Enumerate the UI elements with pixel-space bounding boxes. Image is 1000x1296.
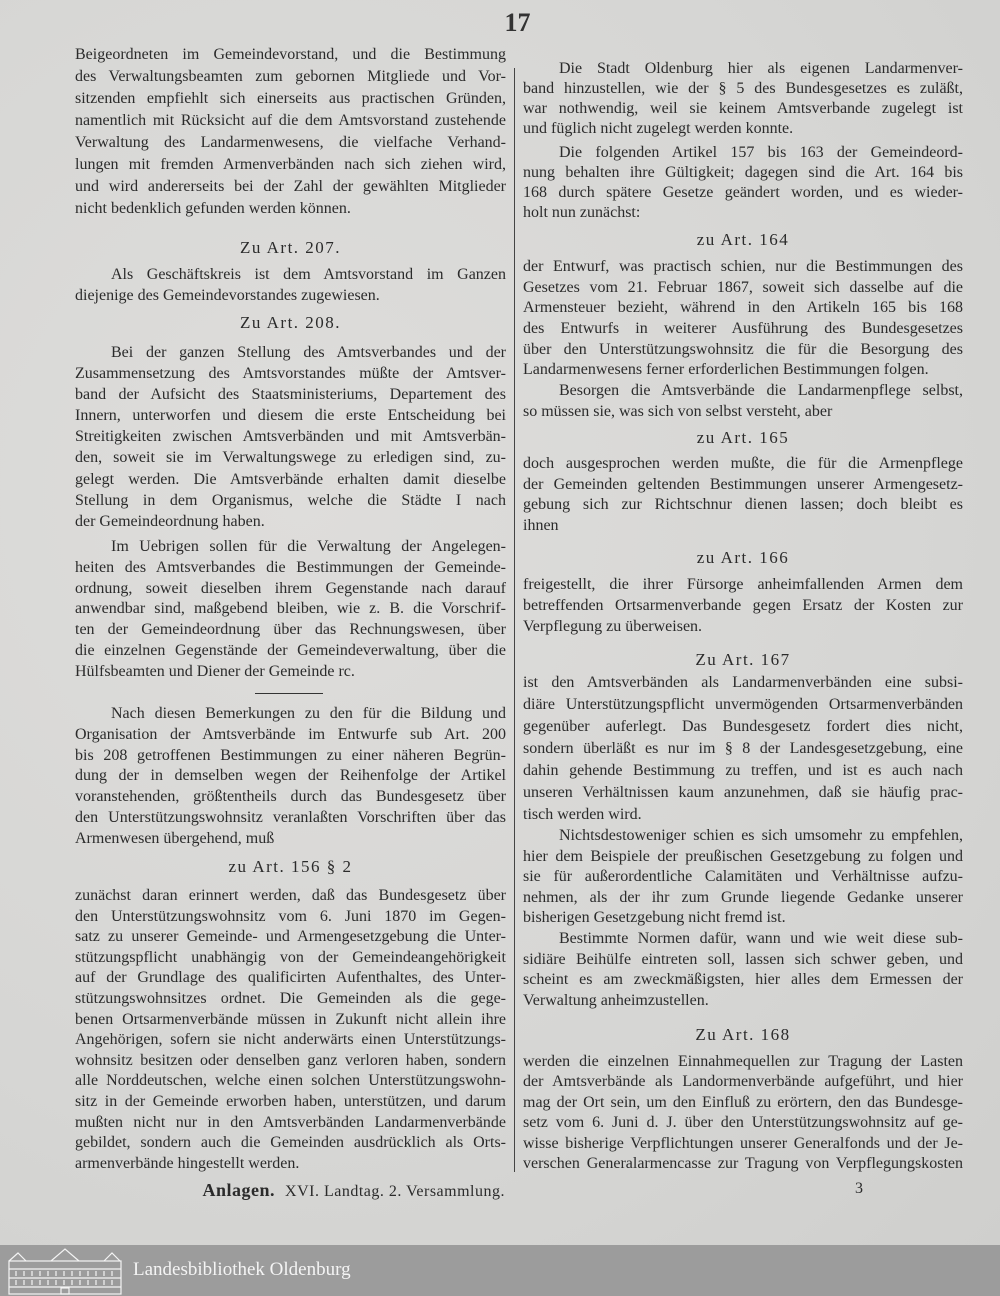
text-line: Zusammensetzung des Amtsvorstandes müßte der Amtsver- xyxy=(75,365,506,383)
text-line: gelegt werden. Die Amtsverbände erhalten damit dieselbe xyxy=(75,470,506,488)
text-line: Organisation der Amtsverbände im Entwurfe sub Art. 200 xyxy=(75,725,506,743)
text-line: bisherigen Gesetzgebung nicht fremd ist. xyxy=(523,909,786,927)
text-line: ten der Gemeindeordnung über das Rechnungswesen, über xyxy=(75,621,506,639)
text-line: holt nun zunächst: xyxy=(523,204,641,221)
text-line: werden die einzelnen Einnahmequellen zur Tragung der Lasten xyxy=(523,1053,963,1070)
text-line: Innern, unterworfen und diesem die erste Entscheidung bei xyxy=(75,407,506,425)
text-line: ist den Amtsverbänden als Landarmenverbänden eine subsi- xyxy=(523,674,963,691)
text-line: diejenige des Gemeindevorstandes zugewiesen. xyxy=(75,287,380,304)
text-line: doch ausgesprochen werden mußte, die für die Armenpflege xyxy=(523,455,963,472)
text-line: die einzelnen Gegenstände der Gemeindeverwaltung, über die xyxy=(75,641,506,659)
text-line: Bestimmte Normen dafür, wann und wie weit diese sub- xyxy=(559,930,963,947)
section-separator xyxy=(255,693,323,694)
text-line: Verwaltung anheimzustellen. xyxy=(523,991,709,1009)
text-line: nung behalten ihre Gültigkeit; dagegen sind die Art. 164 bis xyxy=(523,164,963,181)
text-line: des Entwurfs in weiterer Ausführung des Bundesgesetzes xyxy=(523,320,963,338)
text-line: Nichtsdestoweniger schien es sich umsomehr zu empfehlen, xyxy=(559,827,963,844)
text-line: setz vom 6. Juni d. J. über den Unterstützungswohnsitz auf ge- xyxy=(523,1114,963,1132)
text-line: scheint es am zweckmäßigsten, hier alles dem Ermessen der xyxy=(523,971,963,989)
text-line: Landarmenwesens ferner erforderlichen Bestimmungen folgen. xyxy=(523,361,929,379)
paragraph xyxy=(523,454,963,536)
article-heading: zu Art. 164 xyxy=(696,230,790,249)
article-heading: Zu Art. 168 xyxy=(695,1025,791,1044)
paragraph xyxy=(523,574,963,637)
text-line: gebung sich zur Richtschnur dienen lassen; doch bleibt es xyxy=(523,496,963,513)
text-line: benen Ortsarmenverbände müssen in Zukunft nicht allein ihre xyxy=(75,1010,506,1028)
paragraph xyxy=(523,1052,963,1174)
text-line: alle Norddeutschen, welche einen solchen Unterstützungswohn- xyxy=(75,1072,506,1090)
text-line: ordnung, soweit dieselben ihrem Gegenstande nach darauf xyxy=(75,579,506,597)
text-line: stützungspflicht unabhängig von der Gemeindeangehörigkeit xyxy=(75,948,506,966)
text-line: Hülfsbeamten und Diener der Gemeinde rc. xyxy=(75,662,355,680)
text-line: wisse bisherige Verpflichtungen unserer Generalfonds und der Je- xyxy=(523,1134,963,1152)
text-line: und wird andererseits bei der Zahl der gewählten Mitglieder xyxy=(75,178,506,195)
text-line: gegenüber auferlegt. Das Bundesgesetz fordert dies nicht, xyxy=(523,718,963,735)
text-line: mag der Ort sein, um den Einfluß zu erörtern, den das Bundesge- xyxy=(523,1093,963,1111)
text-line: den Unterstützungswohnsitz veranlaßten Vorschriften über das xyxy=(75,808,506,826)
text-line: nehmen, als der ihr zum Grunde liegende Gedanke unserer xyxy=(523,888,963,906)
paragraph xyxy=(75,537,506,683)
text-line: 168 durch spätere Gesetze geändert worden, und es wieder- xyxy=(523,184,963,201)
text-line: Die folgenden Artikel 157 bis 163 der Gemeindeord- xyxy=(559,144,963,161)
text-line: bis 208 getroffenen Bestimmungen zu einer näheren Begrün- xyxy=(75,746,506,764)
text-line: voranstehenden, größtentheils durch das Bundesgesetz über xyxy=(75,788,506,806)
article-heading: zu Art. 165 xyxy=(696,428,790,447)
signature-mark: 3 xyxy=(855,1180,863,1197)
text-line: diäre Unterstützungspflicht unvermögenden Ortsarmenverbänden xyxy=(523,696,963,713)
footer-anlagen: Anlagen. xyxy=(202,1180,276,1200)
text-line: der Gemeinden geltenden Bestimmungen unserer Armengesetz- xyxy=(523,475,963,493)
text-line: gebildet, sondern auch die Gemeinden ausdrücklich als Orts- xyxy=(75,1134,506,1152)
page-number: 17 xyxy=(504,8,531,37)
text-line: Im Uebrigen sollen für die Verwaltung der Angelegen- xyxy=(111,538,506,555)
text-line: dung der in demselben wegen der Reihenfolge der Artikel xyxy=(75,767,506,785)
text-line: Nach diesen Bemerkungen zu den für die Bildung und xyxy=(111,705,506,722)
paragraph xyxy=(75,264,506,306)
text-line: Gesetzes vom 21. Februar 1867, soweit sich dasselbe auf die xyxy=(523,278,963,296)
paragraph xyxy=(523,143,963,223)
text-line: nicht bedenklich gefunden werden können. xyxy=(75,200,351,217)
text-line: anwendbar sind, maßgebend bleiben, wie z. B. die Vorschrif- xyxy=(75,600,506,618)
text-line: satz zu unserer Gemeinde- und Armengesetzgebung die Unter- xyxy=(75,928,506,946)
paragraph xyxy=(523,59,963,139)
text-line: des Verwaltungsbeamten zum gebornen Mitgliede und Vor- xyxy=(75,68,506,85)
paragraph xyxy=(75,342,506,532)
text-line: stützungswohnsitzes ordnet. Die Gemeinden als die gege- xyxy=(75,989,506,1007)
library-name: Landesbibliothek Oldenburg xyxy=(133,1259,351,1280)
text-line: Verwaltung des Landarmenwesens, die vielfache Verhand- xyxy=(75,134,506,151)
text-line: Armenwesen übergehend, muß xyxy=(75,829,275,847)
text-line: den Unterstützungswohnsitz vom 6. Juni 1870 im Gegen- xyxy=(75,907,506,925)
text-line: zunächst daran erinnert werden, daß das Bundesgesetz über xyxy=(75,887,506,904)
text-line: Stellung in dem Organismus, welche die Städte I nach xyxy=(75,491,506,509)
text-line: den, soweit sie im Verwaltungswege zu erledigen sind, zu- xyxy=(75,449,506,467)
text-line: war nothwendig, weil sie keinem Amtsverbande zugelegt ist xyxy=(523,100,963,117)
text-line: sitz in der Gemeinde erworben haben, unterstützen, und darum xyxy=(75,1092,506,1110)
text-line: betreffenden Ortsarmenverbande gegen Ersatz der Kosten zur xyxy=(523,597,963,614)
paragraph xyxy=(523,929,963,1011)
text-line: namentlich mit Rücksicht auf die dem Amtsvorstand zustehende xyxy=(75,112,506,129)
article-heading: Zu Art. 167 xyxy=(695,650,791,669)
text-line: heiten des Amtsverbandes die Bestimmungen der Gemeinde- xyxy=(75,558,506,576)
text-line: Angehörigen, sofern sie nicht anderwärts einen Unterstützungs- xyxy=(75,1031,506,1049)
text-line: band hinzustellen, wie der § 5 des Bundesgesetzes es zuläßt, xyxy=(523,80,963,97)
text-line: Armensteuer bezieht, während in den Artikeln 165 bis 168 xyxy=(523,299,963,317)
paragraph xyxy=(523,672,963,826)
text-line: armenverbände hingestellt werden. xyxy=(75,1154,300,1172)
library-building-logo-icon xyxy=(6,1247,124,1295)
text-line: sondern überläßt es nur im § 8 der Landesgesetzgebung, eine xyxy=(523,740,963,757)
text-line: freigestellt, die ihrer Fürsorge anheimfallenden Armen dem xyxy=(523,576,963,593)
text-line: sie für außerordentliche Calamitäten und Verhältnisse aufzu- xyxy=(523,868,963,886)
library-banner xyxy=(0,1245,1000,1296)
text-line: verschen Generalarmencasse zur Tragung von Verpflegungskosten xyxy=(523,1154,963,1172)
text-line: mußten nicht nur in den Amtsverbänden Landarmenverbände xyxy=(75,1113,506,1131)
paragraph xyxy=(75,44,506,220)
text-line: so müssen sie, was sich von selbst versteht, aber xyxy=(523,402,833,420)
paragraph xyxy=(523,381,963,422)
text-line: Verpflegung zu überweisen. xyxy=(523,618,703,635)
paragraph xyxy=(75,886,506,1174)
text-line: der Gemeindeordnung haben. xyxy=(75,512,265,530)
text-line: band der Aufsicht des Staatsministeriums, Departement des xyxy=(75,386,506,404)
text-line: lungen mit fremden Armenverbänden nach sich ziehen wird, xyxy=(75,156,506,173)
paragraph xyxy=(75,704,506,850)
text-line: und füglich nicht zugelegt werden konnte. xyxy=(523,120,794,137)
text-line: Beigeordneten im Gemeindevorstand, und die Bestimmung xyxy=(75,46,506,63)
article-heading: zu Art. 166 xyxy=(696,548,790,567)
article-heading: Zu Art. 208. xyxy=(239,313,342,332)
text-line: ihnen xyxy=(523,516,559,534)
text-line: über den Unterstützungswohnsitz die für die Besorgung des xyxy=(523,340,963,358)
text-line: sitzenden empfiehlt sich einerseits aus practischen Gründen, xyxy=(75,90,506,107)
article-heading: zu Art. 156 § 2 xyxy=(228,857,353,876)
text-line: sidiäre Beihülfe eintreten soll, lassen sich schwer geben, und xyxy=(523,950,963,968)
text-line: unseren Verhältnissen kaum anzunehmen, daß sie häufig prac- xyxy=(523,784,963,801)
paragraph xyxy=(523,257,963,381)
column-divider xyxy=(514,68,515,1172)
text-line: tisch werden wird. xyxy=(523,806,642,823)
text-line: der Amtsverbände als Landormenverbände aufgeführt, und hier xyxy=(523,1073,963,1091)
footer-session: XVI. Landtag. 2. Versammlung. xyxy=(285,1183,505,1200)
text-line: dahin gehende Bestimmung zu treffen, und ist es auch nach xyxy=(523,762,963,779)
article-heading: Zu Art. 207. xyxy=(239,238,342,257)
text-line: Streitigkeiten zwischen Amtsverbänden und mit Amtsverbän- xyxy=(75,428,506,446)
text-line: Als Geschäftskreis ist dem Amtsvorstand im Ganzen xyxy=(111,266,506,283)
page-footer xyxy=(75,1180,505,1201)
paragraph xyxy=(523,826,963,929)
text-line: wohnsitz besitzen oder denselben ganz verloren haben, sondern xyxy=(75,1051,506,1069)
text-line: hier dem Beispiele der preußischen Gesetzgebung zu folgen und xyxy=(523,847,963,865)
text-line: Die Stadt Oldenburg hier als eigenen Landarmenver- xyxy=(559,60,963,77)
text-line: Bei der ganzen Stellung des Amtsverbandes und der xyxy=(111,344,506,361)
text-line: auf der Grundlage des qualificirten Aufenthaltes, des Unter- xyxy=(75,969,506,987)
text-line: Besorgen die Amtsverbände die Landarmenpflege selbst, xyxy=(559,382,963,399)
text-line: der Entwurf, was practisch schien, nur die Bestimmungen des xyxy=(523,258,963,275)
